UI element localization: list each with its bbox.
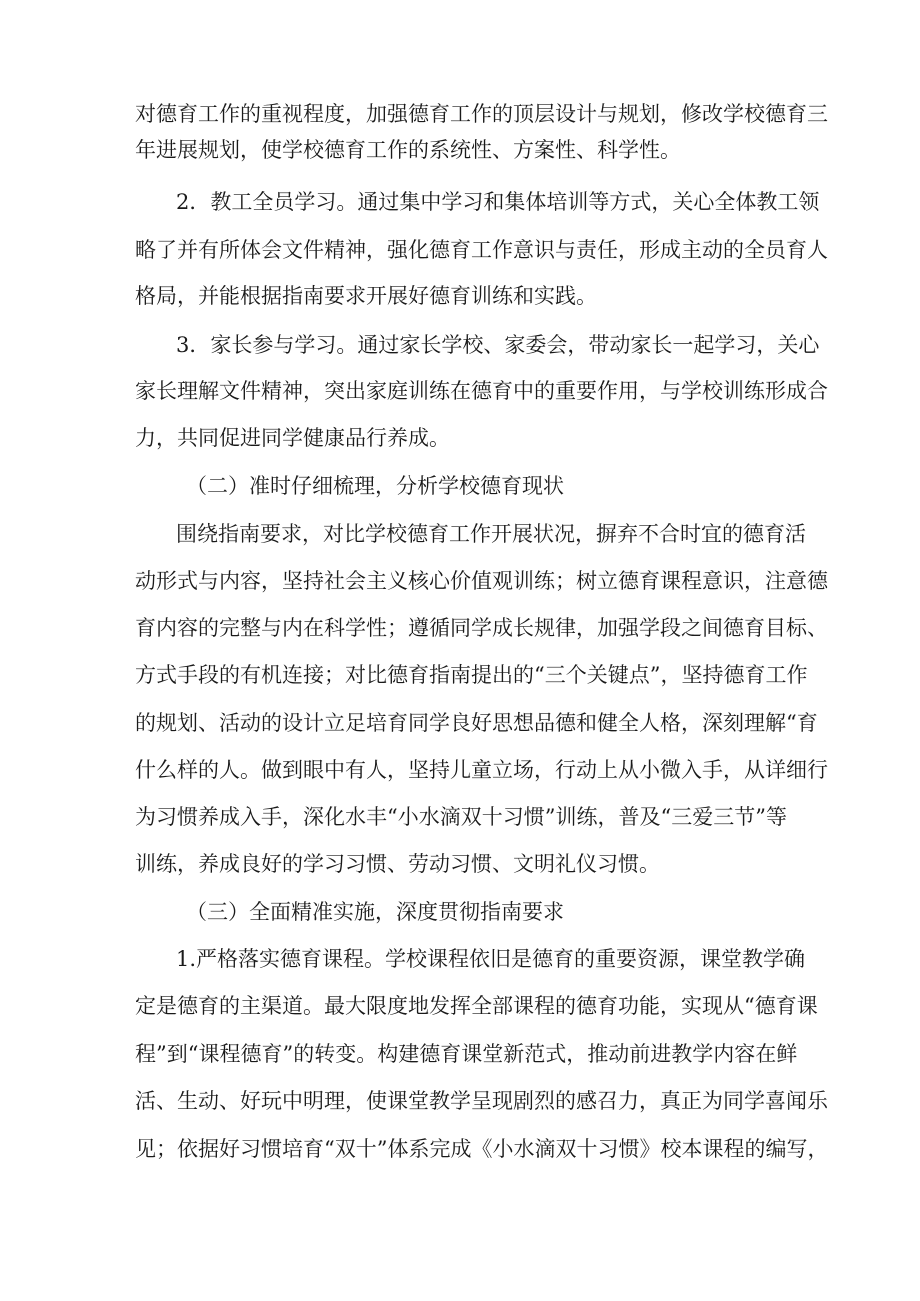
text-line: 对德育工作的重视程度，加强德育工作的顶层设计与规划，修改学校德育三 xyxy=(135,102,828,126)
text-line: 方式手段的有机连接；对比德育指南提出的“三个关键点”，坚持德育工作 xyxy=(135,663,808,687)
text-line: 动形式与内容，坚持社会主义核心价值观训练；树立德育课程意识，注意德 xyxy=(135,569,828,593)
text-line: 格局，并能根据指南要求开展好德育训练和实践。 xyxy=(135,284,597,308)
text-line: 程”到“课程德育”的转变。构建德育课堂新范式，推动前进教学内容在鲜 xyxy=(135,1042,798,1066)
text-line: 3．家长参与学习。通过家长学校、家委会，带动家长一起学习，关心 xyxy=(176,333,820,357)
text-line: 育内容的完整与内在科学性；遵循同学成长规律，加强学段之间德育目标、 xyxy=(135,616,828,640)
text-line: 的规划、活动的设计立足培育同学良好思想品德和健全人格，深刻理解“育 xyxy=(135,711,818,735)
text-line: 活、生动、好玩中明理，使课堂教学呈现剧烈的感召力，真正为同学喜闻乐 xyxy=(135,1089,828,1113)
text-line: 2．教工全员学习。通过集中学习和集体培训等方式，关心全体教工领 xyxy=(176,190,820,214)
text-line: 训练，养成良好的学习习惯、劳动习惯、文明礼仪习惯。 xyxy=(135,852,660,876)
text-line: 略了并有所体会文件精神，强化德育工作意识与责任，形成主动的全员育人 xyxy=(135,238,828,262)
text-line: 为习惯养成入手，深化水丰“小水滴双十习惯”训练，普及“三爱三节”等 xyxy=(135,805,787,829)
text-line: 见；依据好习惯培育“双十”体系完成《小水滴双十习惯》校本课程的编写， xyxy=(135,1137,829,1161)
text-line: 定是德育的主渠道。最大限度地发挥全部课程的德育功能，实现从“德育课 xyxy=(135,994,818,1018)
text-line: 围绕指南要求，对比学校德育工作开展状况，摒弃不合时宜的德育活 xyxy=(176,522,806,546)
text-line: 1.严格落实德育课程。学校课程依旧是德育的重要资源，课堂教学确 xyxy=(176,947,806,971)
text-line: 力，共同促进同学健康品行养成。 xyxy=(135,426,450,450)
text-line: 什么样的人。做到眼中有人，坚持儿童立场，行动上从小微入手，从详细行 xyxy=(135,758,828,782)
section-heading: （二）准时仔细梳理，分析学校德育现状 xyxy=(186,474,564,498)
text-line: 家长理解文件精神，突出家庭训练在德育中的重要作用，与学校训练形成合 xyxy=(135,379,828,403)
section-heading: （三）全面精准实施，深度贯彻指南要求 xyxy=(186,900,564,924)
text-line: 年进展规划，使学校德育工作的系统性、方案性、科学性。 xyxy=(135,138,681,162)
